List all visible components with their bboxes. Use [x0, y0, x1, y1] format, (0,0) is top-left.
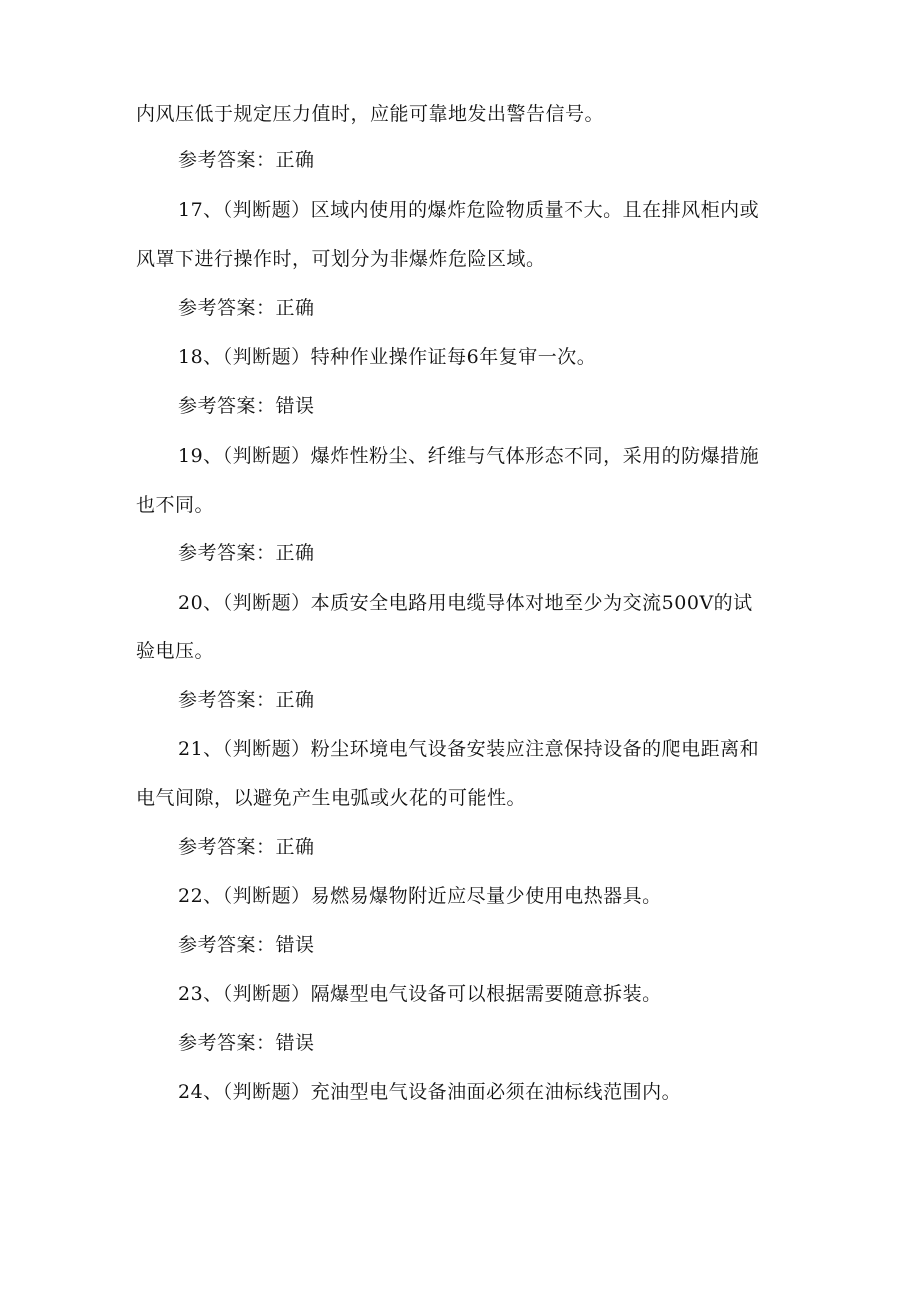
question-line: 20、（判断题）本质安全电路用电缆导体对地至少为交流500V的试 [178, 592, 753, 614]
question-line: 19、（判断题）爆炸性粉尘、纤维与气体形态不同，采用的防爆措施 [178, 445, 760, 467]
question-line: 17、（判断题）区域内使用的爆炸危险物质量不大。且在排风柜内或 [178, 199, 760, 221]
text-line: 内风压低于规定压力值时，应能可靠地发出警告信号。 [136, 103, 605, 125]
text-line: 电气间隙，以避免产生电弧或火花的可能性。 [136, 787, 527, 809]
answer-line: 参考答案：错误 [178, 934, 315, 956]
text-line: 也不同。 [136, 494, 215, 516]
text-line: 风罩下进行操作时，可划分为非爆炸危险区域。 [136, 248, 546, 270]
answer-line: 参考答案：正确 [178, 836, 315, 858]
question-line: 23、（判断题）隔爆型电气设备可以根据需要随意拆装。 [178, 983, 662, 1005]
answer-line: 参考答案：正确 [178, 689, 315, 711]
question-line: 21、（判断题）粉尘环境电气设备安装应注意保持设备的爬电距离和 [178, 738, 760, 760]
text-line: 验电压。 [136, 640, 215, 662]
question-line: 24、（判断题）充油型电气设备油面必须在油标线范围内。 [178, 1081, 682, 1103]
answer-line: 参考答案：正确 [178, 297, 315, 319]
answer-line: 参考答案：错误 [178, 1032, 315, 1054]
question-line: 22、（判断题）易燃易爆物附近应尽量少使用电热器具。 [178, 885, 662, 907]
answer-line: 参考答案：正确 [178, 542, 315, 564]
answer-line: 参考答案：错误 [178, 395, 315, 417]
question-line: 18、（判断题）特种作业操作证每6年复审一次。 [178, 346, 597, 368]
answer-line: 参考答案：正确 [178, 149, 315, 171]
